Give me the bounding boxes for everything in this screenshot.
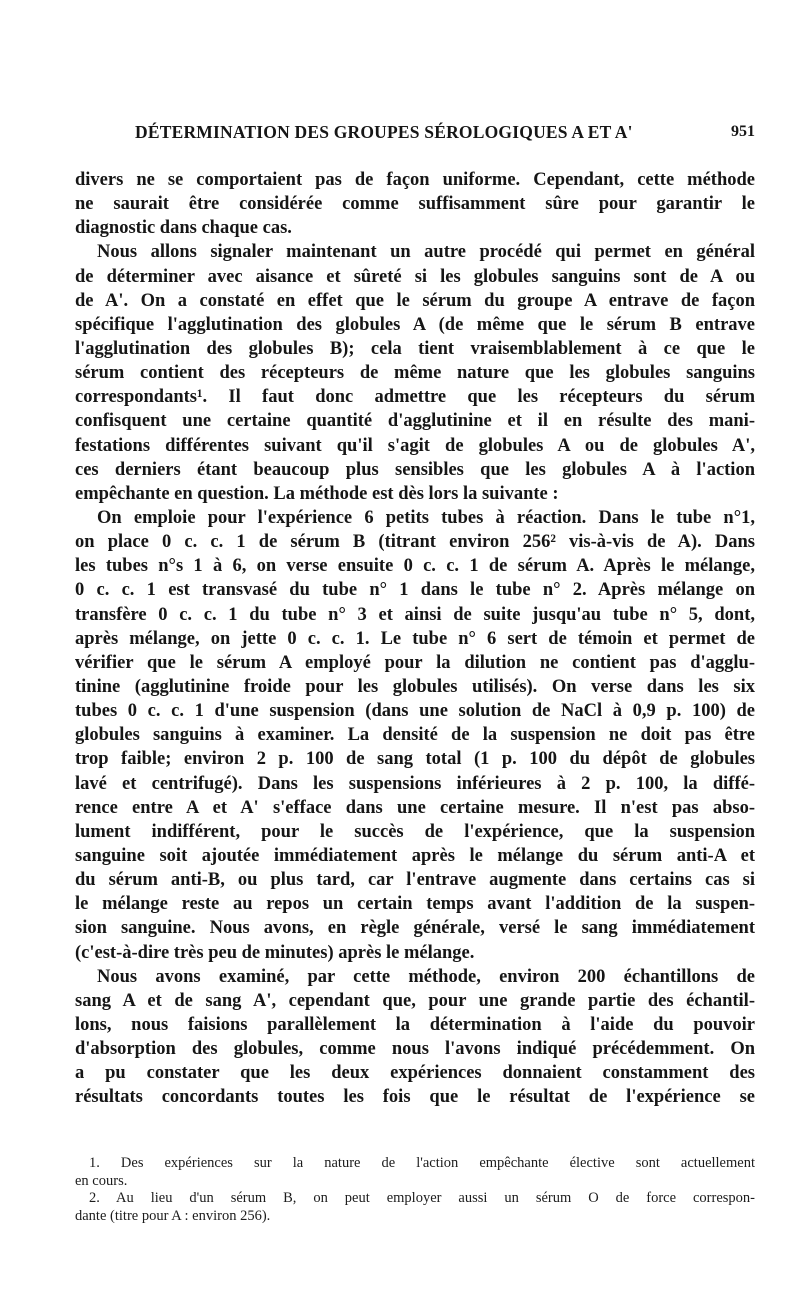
- text-line: (c'est-à-dire très peu de minutes) après le mélange.: [75, 942, 475, 963]
- text-line: d'absorption des globules, comme nous l'avons indiqué précédemment. On: [75, 1039, 755, 1060]
- running-header: [75, 122, 755, 146]
- text-line-footnote-ref: correspondants¹. Il faut donc admettre que les récepteurs du sérum: [75, 387, 755, 408]
- text-line: sérum contient des récepteurs de même nature que les globules sanguins: [75, 363, 755, 384]
- text-line: lavé et centrifugé). Dans les suspensions inférieures à 2 p. 100, la diffé-: [75, 773, 755, 794]
- text-line: ces derniers étant beaucoup plus sensibles que les globules A à l'action: [75, 459, 755, 480]
- text-line: trop faible; environ 2 p. 100 de sang total (1 p. 100 du dépôt de globules: [75, 749, 755, 770]
- text-line: festations différentes suivant qu'il s'agit de globules A ou de globules A',: [75, 435, 755, 456]
- paragraph-first-line: On emploie pour l'expérience 6 petits tubes à réaction. Dans le tube n°1,: [97, 507, 755, 528]
- text-line: le mélange reste au repos un certain temps avant l'addition de la suspen-: [75, 894, 755, 915]
- text-line: globules sanguins à examiner. La densité de la suspension ne doit pas être: [75, 725, 755, 746]
- footnote-2: 2. Au lieu d'un sérum B, on peut employer aussi un sérum O de force correspon-: [89, 1190, 755, 1206]
- footnote-1-continued: en cours.: [75, 1172, 128, 1189]
- text-line: tinine (agglutinine froide pour les globules utilisés). On verse dans les six: [75, 676, 755, 697]
- text-line: tubes 0 c. c. 1 d'une suspension (dans une solution de NaCl à 0,9 p. 100) de: [75, 701, 755, 722]
- text-line: de déterminer avec aisance et sûreté si les globules sanguins sont de A ou: [75, 266, 755, 287]
- footnote-1: 1. Des expériences sur la nature de l'action empêchante élective sont actuellement: [89, 1155, 755, 1171]
- text-line: du sérum anti-B, ou plus tard, car l'entrave augmente dans certains cas si: [75, 870, 755, 891]
- text-line: lons, nous faisions parallèlement la détermination à l'aide du pouvoir: [75, 1014, 755, 1035]
- text-line: sanguine soit ajoutée immédiatement après le mélange du sérum anti-A et: [75, 845, 755, 866]
- body-text: [75, 168, 755, 1109]
- text-line: vérifier que le sérum A employé pour la dilution ne contient pas d'agglu-: [75, 652, 755, 673]
- text-line: résultats concordants toutes les fois que le résultat de l'expérience se: [75, 1087, 755, 1108]
- text-line: 0 c. c. 1 est transvasé du tube n° 1 dans le tube n° 2. Après mélange on: [75, 580, 755, 601]
- footnotes: [75, 1155, 755, 1225]
- paragraph-first-line: Nous avons examiné, par cette méthode, environ 200 échantillons de: [97, 966, 755, 987]
- paragraph-first-line: Nous allons signaler maintenant un autre procédé qui permet en général: [97, 242, 755, 263]
- text-line: lument indifférent, pour le succès de l'expérience, que la suspension: [75, 821, 755, 842]
- text-line-footnote-ref: on place 0 c. c. 1 de sérum B (titrant environ 256² vis-à-vis de A). Dans: [75, 532, 755, 553]
- text-line: sion sanguine. Nous avons, en règle générale, versé le sang immédiatement: [75, 918, 755, 939]
- text-line: l'agglutination des globules B); cela tient vraisemblablement à ce que le: [75, 338, 755, 359]
- page-number: 951: [731, 123, 755, 140]
- text-line: confisquent une certaine quantité d'agglutinine et il en résulte des mani-: [75, 411, 755, 432]
- text-line: de A'. On a constaté en effet que le sérum du groupe A entrave de façon: [75, 290, 755, 311]
- text-line: transfère 0 c. c. 1 du tube n° 3 et ainsi de suite jusqu'au tube n° 5, dont,: [75, 604, 755, 625]
- text-line: rence entre A et A' s'efface dans une certaine mesure. Il n'est pas abso-: [75, 797, 755, 818]
- text-line: spécifique l'agglutination des globules A (de même que le sérum B entrave: [75, 314, 755, 335]
- text-line: après mélange, on jette 0 c. c. 1. Le tube n° 6 sert de témoin et permet de: [75, 628, 755, 649]
- footnote-2-continued: dante (titre pour A : environ 256).: [75, 1207, 271, 1224]
- text-line: empêchante en question. La méthode est dès lors la suivante :: [75, 483, 559, 504]
- text-line: a pu constater que les deux expériences donnaient constamment des: [75, 1063, 755, 1084]
- text-line: ne saurait être considérée comme suffisamment sûre pour garantir le: [75, 194, 755, 215]
- running-title: DÉTERMINATION DES GROUPES SÉROLOGIQUES A ET A': [135, 122, 633, 142]
- text-line: divers ne se comportaient pas de façon uniforme. Cependant, cette méthode: [75, 170, 755, 190]
- text-line: diagnostic dans chaque cas.: [75, 218, 292, 239]
- text-line: sang A et de sang A', cependant que, pour une grande partie des échantil-: [75, 990, 755, 1011]
- text-line: les tubes n°s 1 à 6, on verse ensuite 0 c. c. 1 de sérum A. Après le mélange,: [75, 556, 755, 577]
